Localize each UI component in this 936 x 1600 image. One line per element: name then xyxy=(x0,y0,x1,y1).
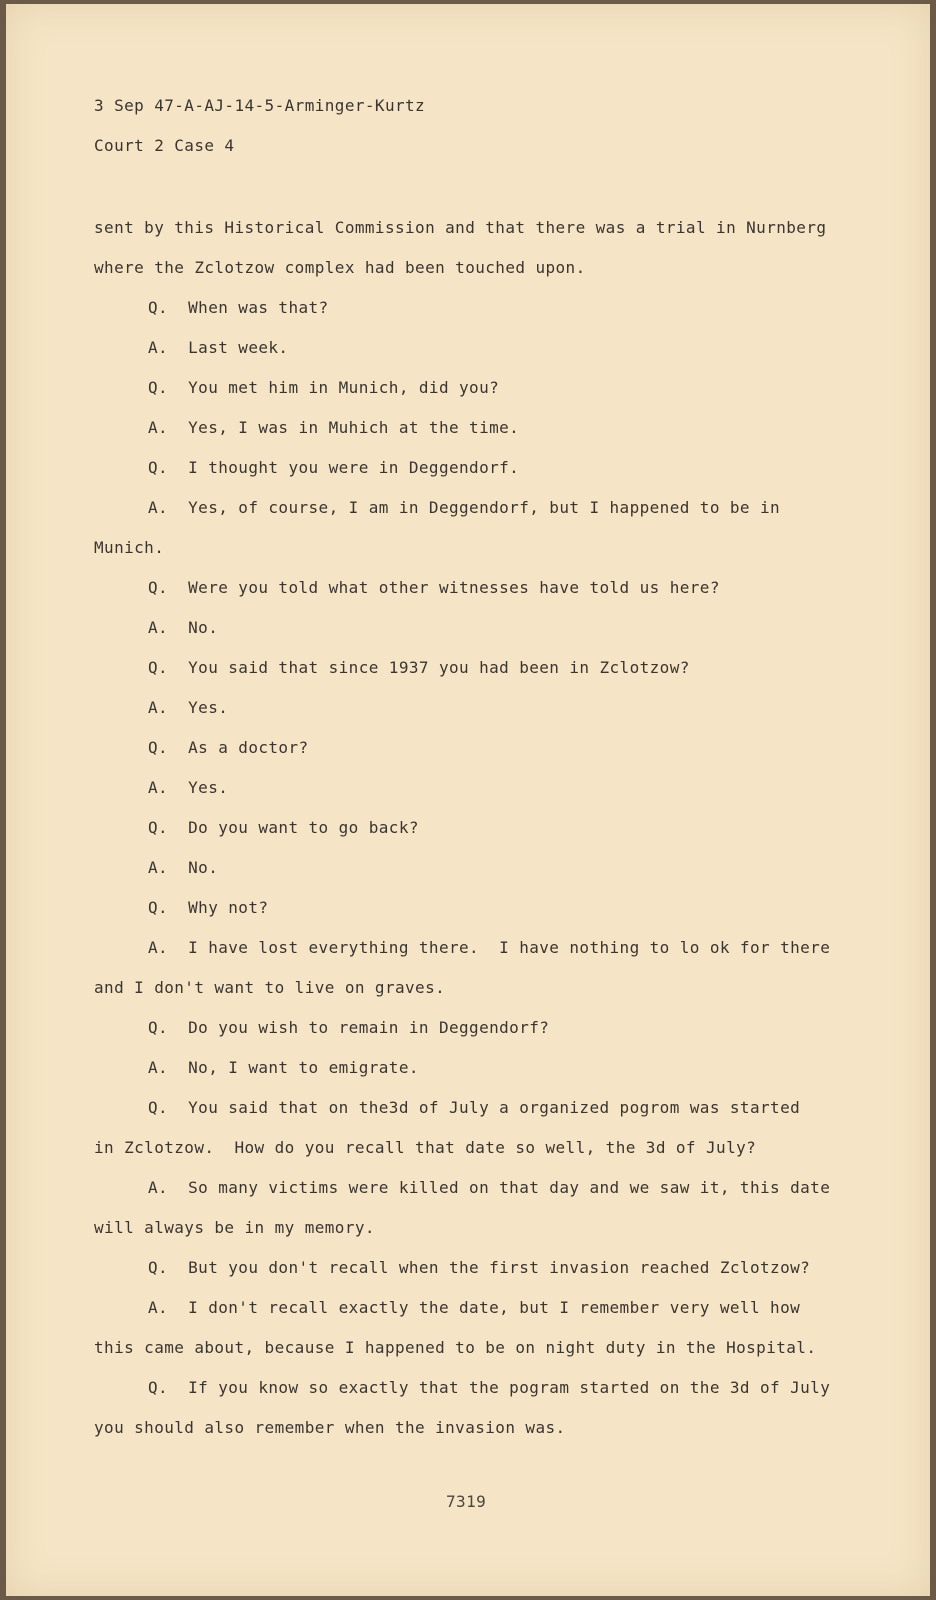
transcript-line: this came about, because I happened to be on night duty in the Hospital. xyxy=(94,1338,817,1357)
question-line: Q. As a doctor? xyxy=(148,738,309,757)
answer-line: A. Last week. xyxy=(148,338,289,357)
question-line: Q. But you don't recall when the first invasion reached Zclotzow? xyxy=(148,1258,811,1277)
transcript-line: sent by this Historical Commission and that there was a trial in Nurnberg xyxy=(94,218,827,237)
question-line: Q. Do you wish to remain in Deggendorf? xyxy=(148,1018,550,1037)
question-line: Q. You said that since 1937 you had been in Zclotzow? xyxy=(148,658,690,677)
answer-line: A. No. xyxy=(148,858,219,877)
question-line: Q. When was that? xyxy=(148,298,329,317)
answer-line: A. I have lost everything there. I have nothing to lo ok for there xyxy=(148,938,831,957)
transcript-line: and I don't want to live on graves. xyxy=(94,978,446,997)
answer-line: A. Yes. xyxy=(148,698,229,717)
transcript-line: in Zclotzow. How do you recall that date so well, the 3d of July? xyxy=(94,1138,757,1157)
answer-line: A. Yes, I was in Muhich at the time. xyxy=(148,418,520,437)
question-line: Q. You said that on the3d of July a organized pogrom was started xyxy=(148,1098,801,1117)
answer-line: A. No. xyxy=(148,618,219,637)
court-case-line: Court 2 Case 4 xyxy=(94,136,235,155)
answer-line: A. Yes, of course, I am in Deggendorf, but I happened to be in xyxy=(148,498,781,517)
question-line: Q. I thought you were in Deggendorf. xyxy=(148,458,520,477)
transcript-line: where the Zclotzow complex had been touched upon. xyxy=(94,258,586,277)
question-line: Q. Why not? xyxy=(148,898,269,917)
transcript-line: you should also remember when the invasion was. xyxy=(94,1418,566,1437)
answer-line: A. So many victims were killed on that day and we saw it, this date xyxy=(148,1178,831,1197)
answer-line: A. Yes. xyxy=(148,778,229,797)
question-line: Q. Were you told what other witnesses have told us here? xyxy=(148,578,720,597)
question-line: Q. You met him in Munich, did you? xyxy=(148,378,500,397)
document-page xyxy=(6,4,930,1596)
question-line: Q. Do you want to go back? xyxy=(148,818,419,837)
transcript-line: will always be in my memory. xyxy=(94,1218,375,1237)
document-reference-line: 3 Sep 47-A-AJ-14-5-Arminger-Kurtz xyxy=(94,96,426,115)
page-number: 7319 xyxy=(446,1492,487,1511)
question-line: Q. If you know so exactly that the pogram started on the 3d of July xyxy=(148,1378,831,1397)
answer-line: A. I don't recall exactly the date, but I remember very well how xyxy=(148,1298,801,1317)
answer-line: A. No, I want to emigrate. xyxy=(148,1058,419,1077)
transcript-line: Munich. xyxy=(94,538,165,557)
